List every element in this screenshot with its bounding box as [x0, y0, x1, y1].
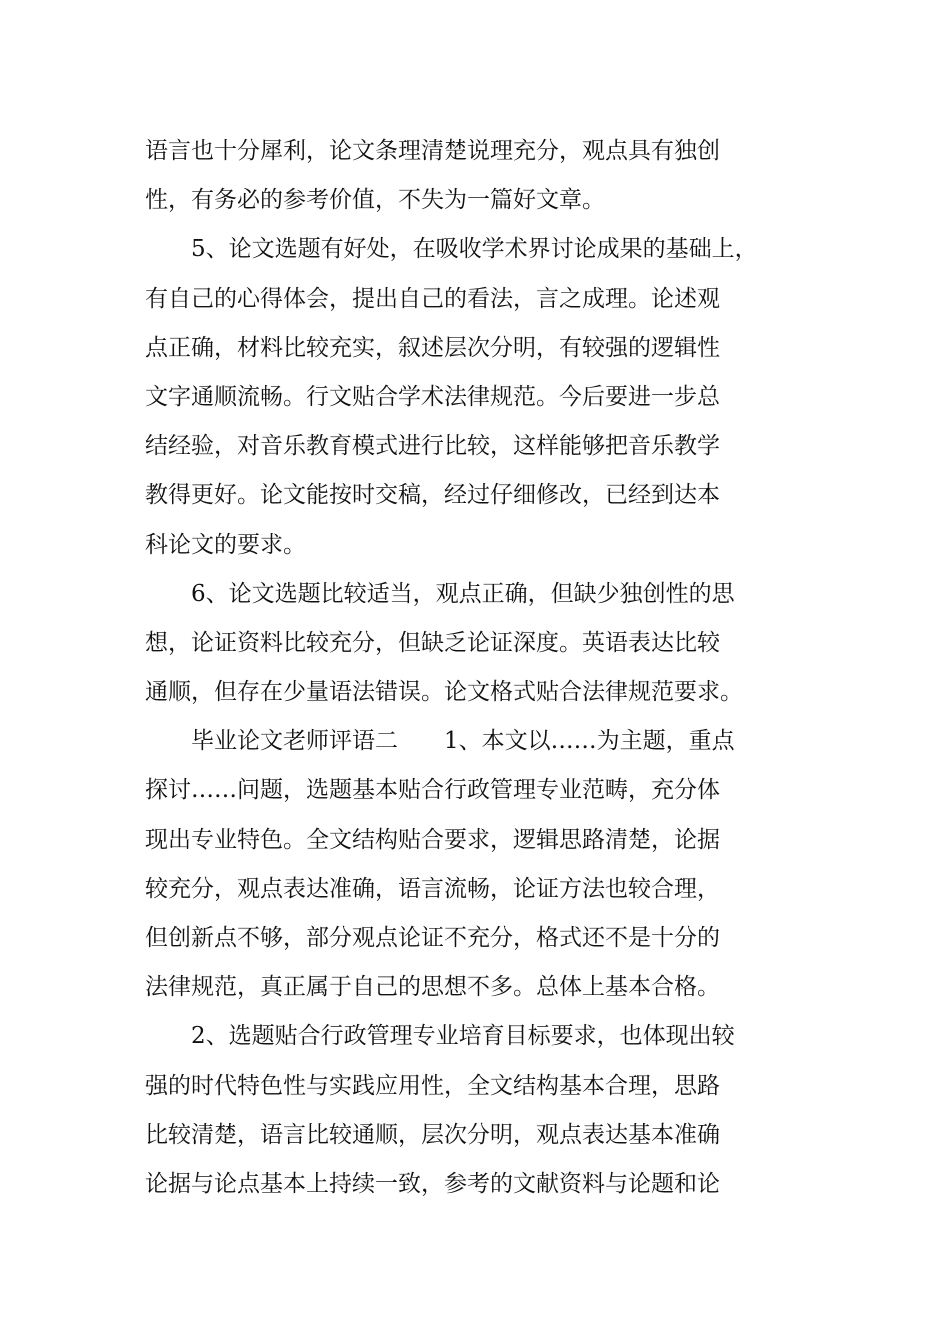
text-line: 有自己的心得体会，提出自己的看法，言之成理。论述观: [145, 285, 720, 312]
text-line: 现出专业特色。全文结构贴合要求，逻辑思路清楚，论据: [145, 826, 720, 853]
text-line: 强的时代特色性与实践应用性，全文结构基本合理，思路: [145, 1072, 720, 1099]
body-text: [145, 127, 835, 1209]
text-line: 探讨……问题，选题基本贴合行政管理专业范畴，充分体: [145, 777, 720, 804]
text-line: 比较清楚，语言比较通顺，层次分明，观点表达基本准确: [145, 1121, 720, 1148]
text-line: 教得更好。论文能按时交稿，经过仔细修改，已经到达本: [145, 482, 720, 509]
text-line: 2、选题贴合行政管理专业培育目标要求，也体现出较: [145, 1023, 735, 1050]
text-line: 6、论文选题比较适当，观点正确，但缺少独创性的思: [145, 580, 735, 607]
text-line: 5、论文选题有好处，在吸收学术界讨论成果的基础上，: [145, 236, 758, 263]
text-line: 但创新点不够，部分观点论证不充分，格式还不是十分的: [145, 925, 720, 951]
text-line: 语言也十分犀利，论文条理清楚说理充分，观点具有独创: [145, 138, 720, 164]
text-line: 文字通顺流畅。行文贴合学术法律规范。今后要进一步总: [145, 383, 720, 410]
text-line: 较充分，观点表达准确，语言流畅，论证方法也较合理，: [145, 875, 720, 902]
text-line: 结经验，对音乐教育模式进行比较，这样能够把音乐教学: [145, 433, 720, 460]
text-line: 毕业论文老师评语二 1、本文以……为主题，重点: [145, 728, 735, 755]
text-line: 科论文的要求。: [145, 531, 306, 558]
text-line: 性，有务必的参考价值，不失为一篇好文章。: [145, 187, 605, 214]
text-line: 论据与论点基本上持续一致，参考的文献资料与论题和论: [145, 1170, 720, 1197]
text-line: 通顺，但存在少量语法错误。论文格式贴合法律规范要求。: [145, 679, 743, 706]
text-line: 法律规范，真正属于自己的思想不多。总体上基本合格。: [145, 974, 720, 1001]
text-line: 点正确，材料比较充实，叙述层次分明，有较强的逻辑性: [145, 334, 720, 361]
text-line: 想，论证资料比较充分，但缺乏论证深度。英语表达比较: [145, 629, 720, 656]
